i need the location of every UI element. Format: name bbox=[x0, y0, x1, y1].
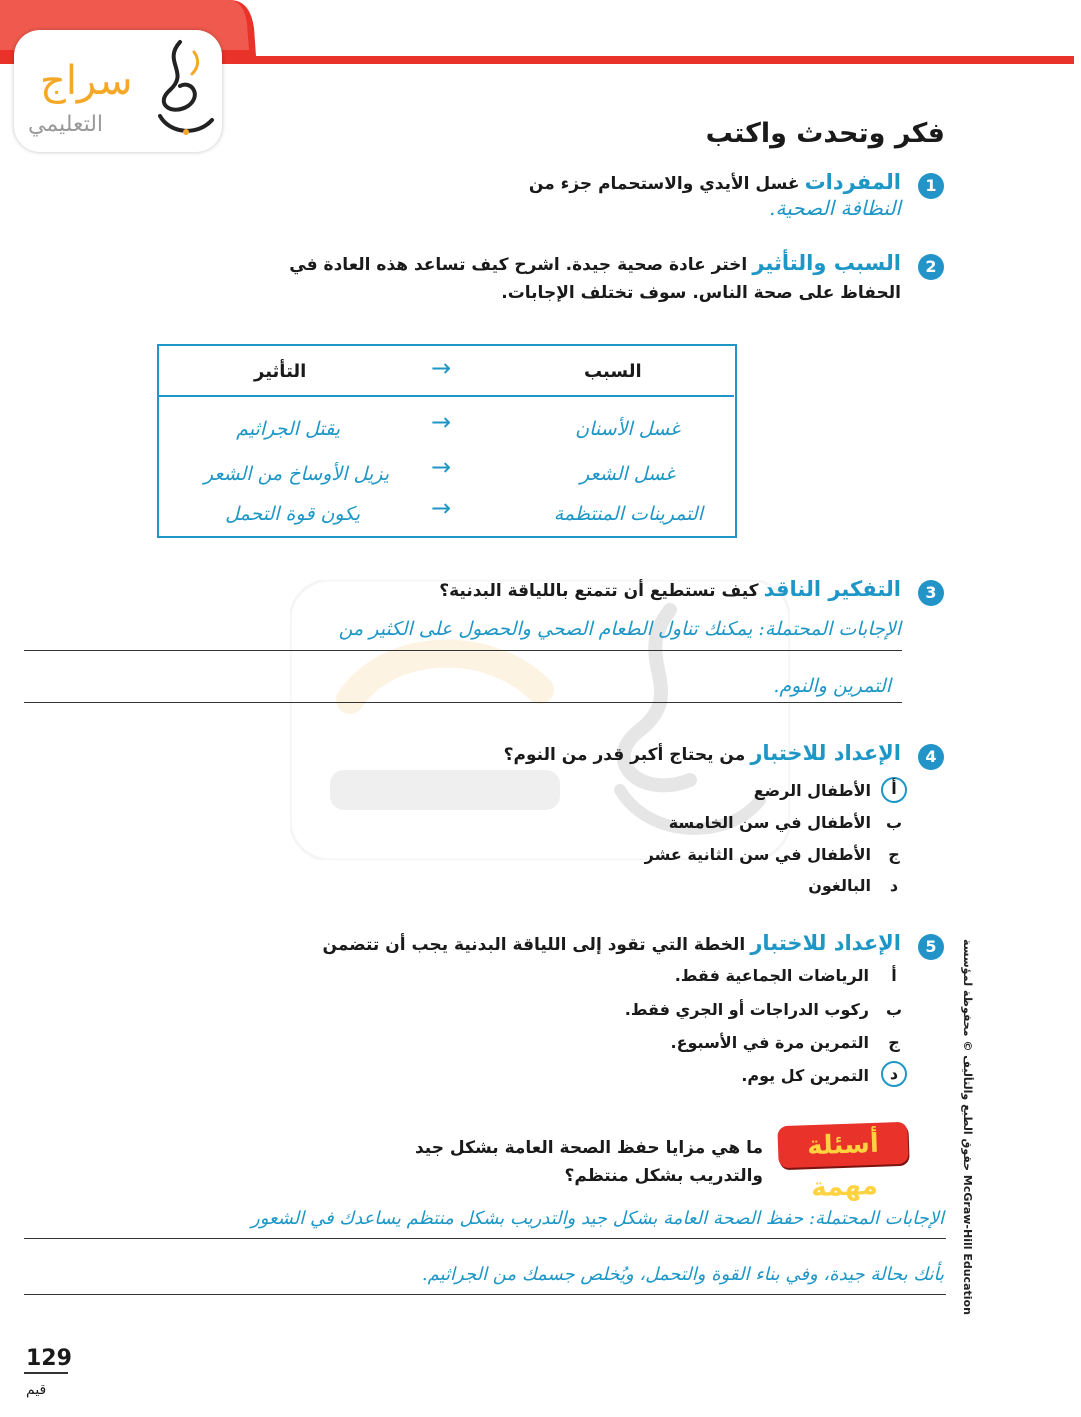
important-answer-line1: الإجابات المحتملة: حفظ الصحة العامة بشكل جيد والتدريب بشكل منتظم يساعدك في الشعور bbox=[251, 1208, 944, 1229]
q5-choice-c-letter: ج bbox=[888, 1033, 900, 1052]
question-3 bbox=[341, 577, 901, 601]
logo-calligraphy-icon bbox=[140, 36, 220, 148]
table-header-divider bbox=[159, 395, 734, 397]
question-4 bbox=[341, 741, 901, 765]
side-copyright-text: حقوق الطبع والتأليف © محفوظة لمؤسسة McGraw-Hill Education bbox=[961, 939, 974, 1315]
important-answer-line2: بأنك بحالة جيدة، وفي بناء القوة والتحمل، ويُخلص جسمك من الجراثيم. bbox=[421, 1264, 944, 1285]
question-4-text: من يحتاج أكبر قدر من النوم؟ bbox=[503, 745, 746, 765]
answer-line bbox=[24, 1238, 946, 1239]
q4-choice-d-letter: د bbox=[889, 876, 899, 895]
table-arrow-2: → bbox=[431, 453, 452, 481]
question-1-answer: النظافة الصحية. bbox=[769, 196, 901, 220]
q5-choice-d-letter: د bbox=[889, 1064, 899, 1083]
table-arrow-3: → bbox=[431, 494, 452, 522]
important-question-line1: ما هي مزايا حفظ الصحة العامة بشكل جيد bbox=[414, 1138, 763, 1158]
table-arrow-1: → bbox=[431, 408, 452, 436]
important-questions-badge: أسئلة مهمة bbox=[777, 1122, 908, 1169]
question-3-text: كيف تستطيع أن تتمتع باللياقة البدنية؟ bbox=[439, 581, 759, 601]
page-number: 129 bbox=[26, 1346, 72, 1371]
question-4-label: الإعداد للاختبار bbox=[750, 741, 901, 765]
answer-line bbox=[24, 702, 902, 703]
cause-effect-table bbox=[157, 344, 737, 538]
q4-choice-c-text: الأطفال في سن الثانية عشر bbox=[644, 845, 871, 864]
question-1-number: 1 bbox=[918, 173, 944, 199]
question-3-answer-line1: الإجابات المحتملة: يمكنك تناول الطعام الصحي والحصول على الكثير من bbox=[338, 618, 901, 640]
q5-choice-b-text: ركوب الدراجات أو الجري فقط. bbox=[624, 1000, 869, 1019]
q4-choice-c-letter: ج bbox=[888, 845, 900, 864]
table-cause-1: غسل الأسنان bbox=[575, 418, 680, 440]
question-1-label: المفردات bbox=[804, 170, 901, 194]
question-4-number: 4 bbox=[918, 744, 944, 770]
q4-choice-a-letter: أ bbox=[891, 779, 897, 798]
question-3-number: 3 bbox=[918, 580, 944, 606]
page-number-rule bbox=[24, 1372, 68, 1374]
table-header-cause: السبب bbox=[584, 361, 642, 382]
question-2-label: السبب والتأثير bbox=[752, 251, 901, 275]
q5-choice-a-letter: أ bbox=[891, 966, 897, 985]
q5-choice-c-text: التمرين مرة في الأسبوع. bbox=[670, 1033, 869, 1052]
section-title: فكر وتحدث واكتب bbox=[705, 118, 945, 149]
question-5-number: 5 bbox=[918, 934, 944, 960]
table-header-arrow: → bbox=[431, 354, 452, 382]
question-5 bbox=[201, 931, 901, 955]
answer-line bbox=[24, 1294, 946, 1295]
q4-choice-b-letter: ب bbox=[885, 813, 903, 832]
q4-choice-b-text: الأطفال في سن الخامسة bbox=[668, 813, 871, 832]
question-3-label: التفكير الناقد bbox=[763, 577, 901, 601]
table-effect-2: يزيل الأوساخ من الشعر bbox=[203, 463, 389, 485]
question-5-label: الإعداد للاختبار bbox=[750, 931, 901, 955]
table-effect-3: يكون قوة التحمل bbox=[225, 503, 360, 525]
page-subtitle: قيم bbox=[26, 1382, 47, 1398]
q5-choice-b-letter: ب bbox=[885, 1000, 903, 1019]
side-copyright bbox=[944, 935, 974, 1375]
q4-choice-d-text: البالغون bbox=[808, 876, 871, 895]
table-effect-1: يقتل الجراثيم bbox=[236, 418, 340, 440]
question-1-text: غسل الأيدي والاستحمام جزء من bbox=[528, 174, 800, 194]
q4-choice-a-text: الأطفال الرضع bbox=[753, 781, 871, 800]
table-cause-3: التمرينات المنتظمة bbox=[553, 503, 703, 525]
question-2-number: 2 bbox=[918, 254, 944, 280]
question-3-answer-line2: التمرين والنوم. bbox=[773, 675, 891, 697]
question-5-text: الخطة التي تقود إلى اللياقة البدنية يجب أن تتضمن bbox=[322, 935, 746, 955]
logo-word: سراج bbox=[40, 58, 133, 104]
table-cause-2: غسل الشعر bbox=[580, 463, 675, 485]
table-header-effect: التأثير bbox=[254, 361, 307, 382]
q5-choice-a-text: الرياضات الجماعية فقط. bbox=[674, 966, 869, 985]
question-2-text-line2: الحفاظ على صحة الناس. سوف تختلف الإجابات. bbox=[501, 283, 901, 303]
answer-line bbox=[24, 650, 902, 651]
important-question-line2: والتدريب بشكل منتظم؟ bbox=[564, 1166, 763, 1186]
question-2 bbox=[241, 251, 901, 275]
q5-choice-d-text: التمرين كل يوم. bbox=[741, 1066, 869, 1085]
question-1 bbox=[341, 170, 901, 194]
question-2-text: اختر عادة صحية جيدة. اشرح كيف تساعد هذه العادة في bbox=[289, 255, 748, 275]
logo-subtitle: التعليمي bbox=[28, 112, 104, 137]
